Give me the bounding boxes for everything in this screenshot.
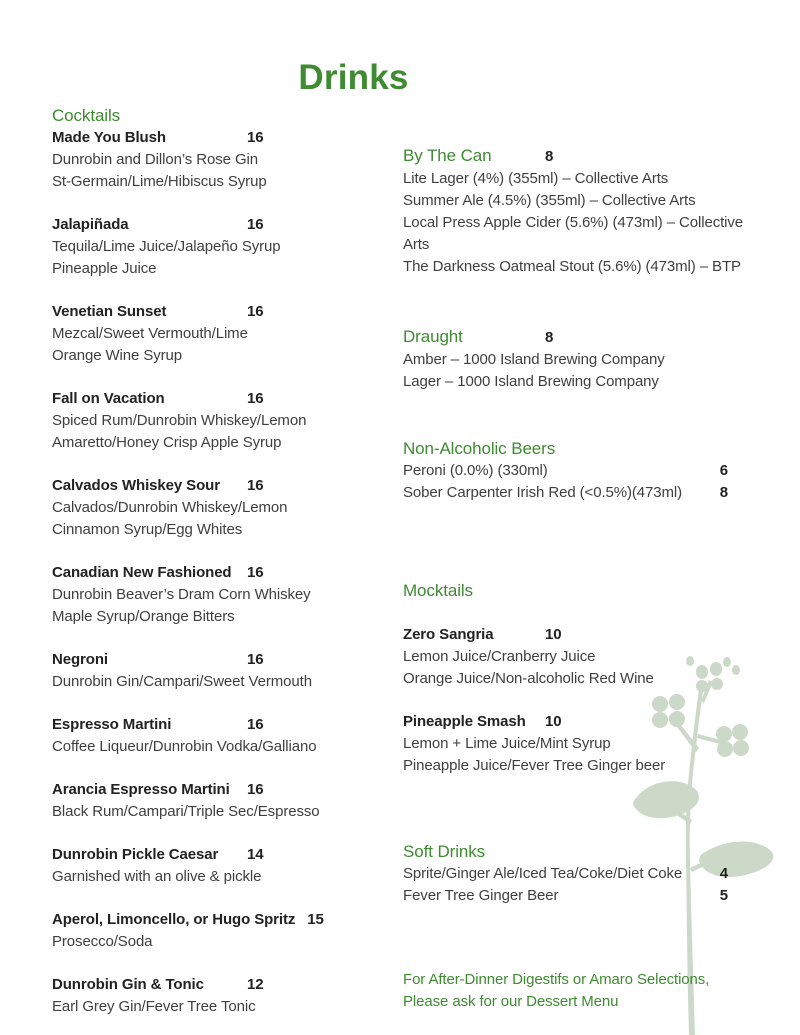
item-title-row	[52, 649, 387, 671]
row-label: Sober Carpenter Irish Red (<0.5%)(473ml)	[403, 484, 683, 501]
page-title: Drinks	[298, 58, 409, 97]
item-name: Canadian New Fashioned	[52, 564, 232, 581]
item-title-row	[52, 214, 387, 236]
item-desc-line: Spiced Rum/Dunrobin Whiskey/Lemon	[52, 412, 307, 429]
item-desc-line: Black Rum/Campari/Triple Sec/Espresso	[52, 803, 320, 820]
beer-line: Lite Lager (4%) (355ml) – Collective Arts	[403, 170, 669, 187]
item-desc-line: Tequila/Lime Juice/Jalapeño Syrup	[52, 238, 281, 255]
beer-line: Local Press Apple Cider (5.6%) (473ml) – Collective Arts	[403, 214, 744, 253]
dessert-menu-note	[403, 969, 748, 1013]
section-draught	[403, 326, 748, 393]
item-desc-line: Mezcal/Sweet Vermouth/Lime	[52, 325, 248, 342]
item-desc-line: Pineapple Juice	[52, 260, 157, 277]
menu-item-canadian-new-fashioned	[52, 562, 387, 628]
beer-line: Lager – 1000 Island Brewing Company	[403, 373, 659, 390]
priced-row	[403, 885, 728, 907]
item-desc-line: Coffee Liqueur/Dunrobin Vodka/Galliano	[52, 738, 317, 755]
item-desc-line: Prosecco/Soda	[52, 933, 153, 950]
item-name: Arancia Espresso Martini	[52, 781, 230, 798]
menu-item-arancia-espresso-martini	[52, 779, 387, 823]
item-title-row	[403, 624, 748, 646]
beer-line: Amber – 1000 Island Brewing Company	[403, 351, 665, 368]
menu-item-venetian-sunset	[52, 301, 387, 367]
section-header-label: By The Can	[403, 146, 492, 165]
item-name: Negroni	[52, 651, 108, 668]
menu-item-jalapinada	[52, 214, 387, 280]
item-desc-line: Garnished with an olive & pickle	[52, 868, 262, 885]
item-name: Dunrobin Pickle Caesar	[52, 846, 219, 863]
item-name: Dunrobin Gin & Tonic	[52, 976, 204, 993]
item-price: 16	[247, 390, 264, 407]
section-by-the-can	[403, 145, 748, 278]
menu-item-made-you-blush	[52, 127, 387, 193]
section-soft-drinks	[403, 841, 748, 907]
priced-row	[403, 863, 728, 885]
row-price: 8	[719, 484, 728, 501]
item-title-row	[52, 301, 387, 323]
row-label: Fever Tree Ginger Beer	[403, 887, 559, 904]
item-title-row	[52, 779, 387, 801]
menu-item-negroni	[52, 649, 387, 693]
item-desc-line: Dunrobin and Dillon’s Rose Gin	[52, 151, 259, 168]
item-price: 16	[247, 716, 264, 733]
row-price: 5	[719, 887, 728, 904]
item-price: 10	[545, 713, 562, 730]
section-mocktails	[403, 580, 748, 777]
item-name: Pineapple Smash	[403, 713, 526, 730]
item-name: Calvados Whiskey Sour	[52, 477, 220, 494]
menu-item-spritz	[52, 909, 387, 953]
dessert-menu-note-line1: For After-Dinner Digestifs or Amaro Selections,	[403, 971, 710, 988]
row-price: 4	[719, 865, 728, 882]
item-desc-line: Amaretto/Honey Crisp Apple Syrup	[52, 434, 282, 451]
item-name: Fall on Vacation	[52, 390, 165, 407]
menu-item-zero-sangria	[403, 624, 748, 690]
item-desc-line: St-Germain/Lime/Hibiscus Syrup	[52, 173, 267, 190]
priced-row	[403, 482, 728, 504]
by-the-can-header-row	[403, 145, 748, 168]
item-title-row	[52, 974, 387, 996]
item-name: Zero Sangria	[403, 626, 494, 643]
item-desc-line: Maple Syrup/Orange Bitters	[52, 608, 235, 625]
item-title-row	[52, 844, 387, 866]
item-price: 15	[307, 911, 324, 928]
item-desc-line: Lemon + Lime Juice/Mint Syrup	[403, 735, 611, 752]
menu-item-dunrobin-gin-tonic	[52, 974, 387, 1018]
item-name: Espresso Martini	[52, 716, 172, 733]
item-name: Jalapiñada	[52, 216, 129, 233]
right-column	[403, 145, 748, 1013]
cocktails-header: Cocktails	[52, 106, 121, 125]
cocktails-column	[52, 105, 387, 1035]
item-desc-line: Dunrobin Beaver’s Dram Corn Whiskey	[52, 586, 311, 603]
item-name: Aperol, Limoncello, or Hugo Spritz	[52, 911, 296, 928]
item-desc-line: Orange Wine Syrup	[52, 347, 183, 364]
item-price: 16	[247, 129, 264, 146]
item-price: 12	[247, 976, 264, 993]
dessert-menu-note-line2: Please ask for our Dessert Menu	[403, 993, 619, 1010]
section-price: 8	[545, 329, 554, 346]
section-non-alcoholic-beers	[403, 438, 748, 504]
row-price: 6	[719, 462, 728, 479]
item-name: Made You Blush	[52, 129, 166, 146]
beer-line: Summer Ale (4.5%) (355ml) – Collective Arts	[403, 192, 696, 209]
menu-item-dunrobin-pickle-caesar	[52, 844, 387, 888]
item-desc-line: Dunrobin Gin/Campari/Sweet Vermouth	[52, 673, 312, 690]
item-title-row	[52, 127, 387, 149]
mocktails-header: Mocktails	[403, 581, 473, 600]
item-title-row	[52, 475, 387, 497]
item-price: 16	[247, 651, 264, 668]
soft-drinks-header: Soft Drinks	[403, 842, 486, 861]
section-price: 8	[545, 148, 554, 165]
beer-line: The Darkness Oatmeal Stout (5.6%) (473ml) – BTP	[403, 258, 741, 275]
item-desc-line: Earl Grey Gin/Fever Tree Tonic	[52, 998, 256, 1015]
row-label: Sprite/Ginger Ale/Iced Tea/Coke/Diet Coke	[403, 865, 683, 882]
item-desc-line: Pineapple Juice/Fever Tree Ginger beer	[403, 757, 666, 774]
item-price: 16	[247, 781, 264, 798]
menu-item-fall-on-vacation	[52, 388, 387, 454]
draught-header-row	[403, 326, 748, 349]
item-title-row	[52, 388, 387, 410]
non-alcoholic-beers-header: Non-Alcoholic Beers	[403, 439, 556, 458]
item-desc-line: Lemon Juice/Cranberry Juice	[403, 648, 596, 665]
item-title-row	[52, 909, 387, 931]
menu-item-pineapple-smash	[403, 711, 748, 777]
item-desc-line: Calvados/Dunrobin Whiskey/Lemon	[52, 499, 288, 516]
item-desc-line: Cinnamon Syrup/Egg Whites	[52, 521, 243, 538]
menu-item-calvados-whiskey-sour	[52, 475, 387, 541]
item-price: 14	[247, 846, 264, 863]
item-price: 10	[545, 626, 562, 643]
item-name: Venetian Sunset	[52, 303, 167, 320]
item-price: 16	[247, 564, 264, 581]
item-desc-line: Orange Juice/Non-alcoholic Red Wine	[403, 670, 654, 687]
item-title-row	[52, 714, 387, 736]
menu-item-espresso-martini	[52, 714, 387, 758]
item-price: 16	[247, 303, 264, 320]
item-title-row	[52, 562, 387, 584]
item-title-row	[403, 711, 748, 733]
item-price: 16	[247, 477, 264, 494]
section-header-label: Draught	[403, 327, 463, 346]
priced-row	[403, 460, 728, 482]
item-price: 16	[247, 216, 264, 233]
row-label: Peroni (0.0%) (330ml)	[403, 462, 548, 479]
